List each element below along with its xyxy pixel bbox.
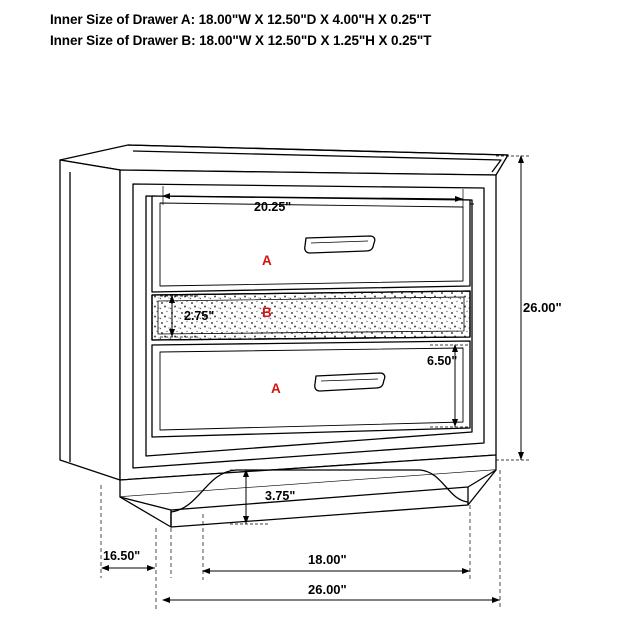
dim-leg-span: 18.00"	[308, 552, 347, 567]
drawer-a-spec-text: Inner Size of Drawer A: 18.00"W X 12.50"D X 4.00"H X 0.25"T	[50, 12, 431, 27]
dim-overall-width: 26.00"	[308, 582, 347, 597]
drawer-b-spec-text: Inner Size of Drawer B: 18.00"W X 12.50"D X 1.25"H X 0.25"T	[50, 33, 432, 48]
dim-foot-clearance: 3.75"	[265, 489, 296, 503]
drawer-label-b: B	[262, 305, 272, 320]
dim-drawer-b-height: 2.75"	[184, 309, 215, 323]
dim-top-width: 20.25"	[254, 200, 292, 214]
dim-side-depth: 16.50"	[103, 549, 141, 563]
drawer-label-a-bottom: A	[271, 381, 281, 396]
dim-overall-height: 26.00"	[523, 300, 562, 315]
dim-lower-drawer-height: 6.50"	[427, 354, 458, 368]
drawer-label-a-top: A	[262, 253, 272, 268]
